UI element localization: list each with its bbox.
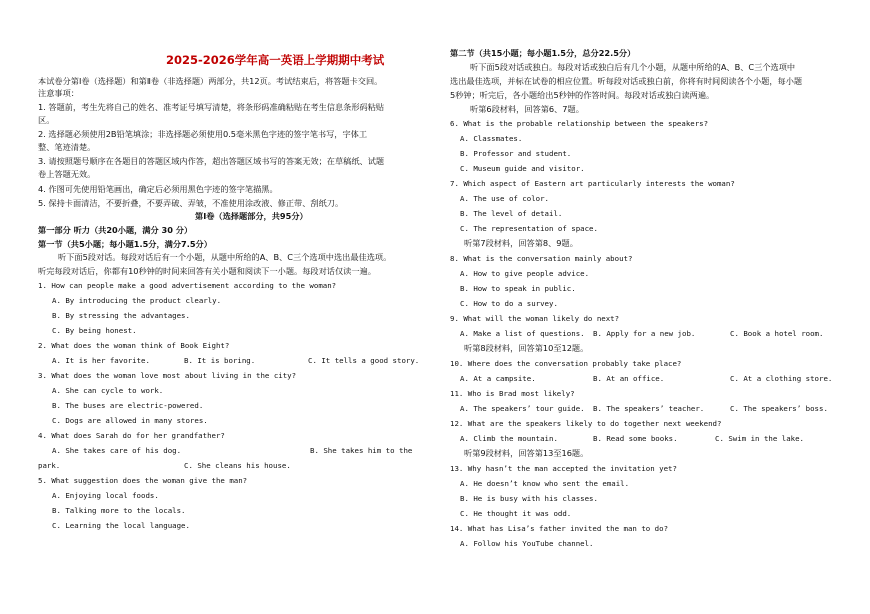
question-9: 9. What will the woman likely do next?: [450, 314, 620, 323]
section1-instructions: 听下面5段对话。每段对话后有一个小题，从题中所给的A、B、C三个选项中选出最佳选项。: [58, 252, 392, 262]
material-heading: 听第6段材料，回答第6、7题。: [470, 104, 584, 114]
question-3: 3. What does the woman love most about living in the city?: [38, 371, 297, 380]
option: B. Read some books.: [593, 434, 678, 443]
option: A. It is her favorite.: [52, 356, 150, 365]
option: A. At a campsite.: [460, 374, 536, 383]
option: B. Talking more to the locals.: [52, 506, 186, 515]
question-8: 8. What is the conversation mainly about?: [450, 254, 633, 263]
option: A. How to give people advice.: [460, 269, 590, 278]
question-10: 10. Where does the conversation probably take place?: [450, 359, 682, 368]
section2-instructions: 选出最佳选项，并标在试卷的相应位置。听每段对话或独白前，你将有时间阅读各个小题，每小题: [450, 76, 803, 86]
volume-heading: 第Ⅰ卷（选择题部分，共95分）: [195, 211, 308, 221]
option: C. At a clothing store.: [730, 374, 833, 383]
option: B. The level of detail.: [460, 209, 563, 218]
option: A. By introducing the product clearly.: [52, 296, 222, 305]
option: A. She can cycle to work.: [52, 386, 164, 395]
option: A. Enjoying local foods.: [52, 491, 159, 500]
option: A. He doesn’t know who sent the email.: [460, 479, 630, 488]
section2-instructions: 5秒钟；听完后，各小题给出5秒钟的作答时间。每段对话或独白读两遍。: [450, 90, 715, 100]
notice-line: 3. 请按照题号顺序在各题目的答题区域内作答，超出答题区域书写的答案无效；在草稿纸、试题: [38, 156, 385, 166]
option: B. He is busy with his classes.: [460, 494, 598, 503]
question-2: 2. What does the woman think of Book Eight?: [38, 341, 230, 350]
option: A. She takes care of his dog.: [52, 446, 182, 455]
option: B. How to speak in public.: [460, 284, 576, 293]
question-4: 4. What does Sarah do for her grandfather?: [38, 431, 225, 440]
option: C. It tells a good story.: [308, 356, 420, 365]
part1-heading: 第一部分 听力（共20小题，满分 30 分）: [38, 225, 193, 235]
option-continued: park.: [38, 461, 61, 470]
notice-line: 2. 选择题必须使用2B铅笔填涂；非选择题必须使用0.5毫米黑色字迹的签字笔书写，字体工: [38, 129, 368, 139]
question-5: 5. What suggestion does the woman give the man?: [38, 476, 248, 485]
option: B. It is boring.: [184, 356, 256, 365]
material-heading: 听第9段材料，回答第13至16题。: [464, 448, 589, 458]
question-7: 7. Which aspect of Eastern art particularly interests the woman?: [450, 179, 735, 188]
section2-instructions: 听下面5段对话或独白。每段对话或独白后有几个小题，从题中所给的A、B、C三个选项中: [470, 62, 796, 72]
option: A. The use of color.: [460, 194, 549, 203]
question-12: 12. What are the speakers likely to do together next weekend?: [450, 419, 722, 428]
option: C. Dogs are allowed in many stores.: [52, 416, 208, 425]
option: B. She takes him to the: [310, 446, 413, 455]
option: C. Book a hotel room.: [730, 329, 824, 338]
option: C. By being honest.: [52, 326, 137, 335]
section1-heading: 第一节（共5小题；每小题1.5分，满分7.5分）: [38, 239, 212, 249]
option: A. Classmates.: [460, 134, 523, 143]
page-title: 2025-2026学年高一英语上学期期中考试: [166, 53, 385, 67]
option: A. Follow his YouTube channel.: [460, 539, 594, 548]
notice-line: 卷上答题无效。: [38, 169, 96, 179]
material-heading: 听第7段材料，回答第8、9题。: [464, 238, 578, 248]
option: B. The speakers’ teacher.: [593, 404, 705, 413]
question-1: 1. How can people make a good advertisement according to the woman?: [38, 281, 337, 290]
notice-line: 1. 答题前，考生先将自己的姓名、准考证号填写清楚，将条形码准确粘贴在考生信息条形码粘贴: [38, 102, 385, 112]
notice-line: 5. 保持卡面清洁，不要折叠，不要弄破、弄皱，不准使用涂改液、修正带、刮纸刀。: [38, 198, 344, 208]
notice-heading: 注意事项：: [38, 88, 79, 98]
option: C. How to do a survey.: [460, 299, 558, 308]
option: A. The speakers’ tour guide.: [460, 404, 585, 413]
question-13: 13. Why hasn’t the man accepted the invitation yet?: [450, 464, 677, 473]
option: B. By stressing the advantages.: [52, 311, 190, 320]
option: A. Make a list of questions.: [460, 329, 585, 338]
option: C. The speakers’ boss.: [730, 404, 828, 413]
option: B. At an office.: [593, 374, 665, 383]
option: C. Museum guide and visitor.: [460, 164, 585, 173]
question-14: 14. What has Lisa’s father invited the man to do?: [450, 524, 669, 533]
question-6: 6. What is the probable relationship between the speakers?: [450, 119, 709, 128]
option: C. Learning the local language.: [52, 521, 190, 530]
option: C. She cleans his house.: [184, 461, 291, 470]
section1-instructions: 听完每段对话后，你都有10秒钟的时间来回答有关小题和阅读下一小题。每段对话仅读一遍。: [38, 266, 376, 276]
section2-heading: 第二节（共15小题；每小题1.5分，总分22.5分）: [450, 48, 636, 58]
option: C. The representation of space.: [460, 224, 598, 233]
option: B. The buses are electric-powered.: [52, 401, 204, 410]
option: C. Swim in the lake.: [715, 434, 804, 443]
notice-line: 区。: [38, 115, 55, 125]
option: C. He thought it was odd.: [460, 509, 572, 518]
notice-line: 4. 作图可先使用铅笔画出，确定后必须用黑色字迹的签字笔描黑。: [38, 184, 278, 194]
question-11: 11. Who is Brad most likely?: [450, 389, 575, 398]
option: A. Climb the mountain.: [460, 434, 558, 443]
option: B. Apply for a new job.: [593, 329, 696, 338]
option: B. Professor and student.: [460, 149, 572, 158]
intro-text: 本试卷分第Ⅰ卷（选择题）和第Ⅱ卷（非选择题）两部分，共12页。考试结束后，将答题卡交回。: [38, 76, 383, 86]
material-heading: 听第8段材料，回答第10至12题。: [464, 343, 589, 353]
notice-line: 整、笔迹清楚。: [38, 142, 96, 152]
